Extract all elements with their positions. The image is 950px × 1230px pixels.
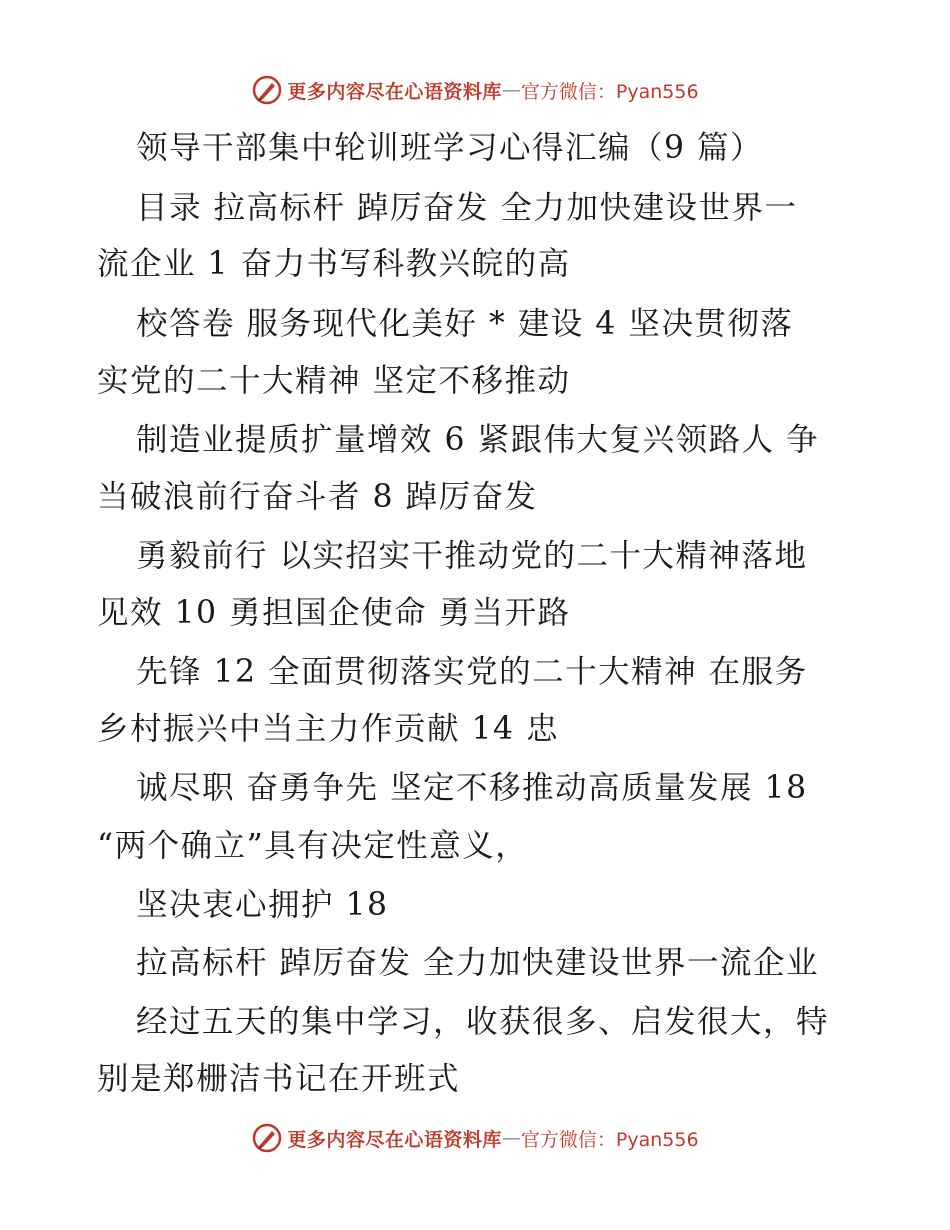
banner-wechat-text: 官方微信：Pyan556: [520, 1128, 699, 1151]
document-title: 领导干部集中轮训班学习心得汇编（9 篇）: [136, 130, 764, 166]
text-line: 目录 拉高标杆 踔厉奋发 全力加快建设世界一: [136, 190, 798, 226]
footer-banner: [0, 1118, 950, 1158]
text-line: 制造业提质扩量增效 6 紧跟伟大复兴领路人 争: [136, 422, 820, 458]
text-line: 实党的二十大精神 坚定不移推动: [97, 363, 571, 399]
banner-wechat-text: 官方微信：Pyan556: [520, 80, 699, 103]
banner-brand-text: 更多内容尽在心语资料库: [287, 80, 502, 103]
section-heading: 拉高标杆 踔厉奋发 全力加快建设世界一流企业: [136, 945, 820, 981]
brush-pen-logo-icon: [251, 74, 283, 106]
text-line: 流企业 1 奋力书写科教兴皖的高: [97, 246, 571, 282]
text-line: 诚尽职 奋勇争先 坚定不移推动高质量发展 18: [136, 770, 808, 806]
brush-pen-logo-icon: [251, 1122, 283, 1154]
text-line: 别是郑栅洁书记在开班式: [97, 1061, 461, 1097]
text-line: 先锋 12 全面贯彻落实党的二十大精神 在服务: [136, 654, 808, 690]
text-line: 坚决衷心拥护 18: [136, 887, 389, 923]
text-line: 乡村振兴中当主力作贡献 14 忠: [97, 711, 560, 747]
text-line: “两个确立”具有决定性意义，: [97, 828, 529, 864]
text-line: 经过五天的集中学习，收获很多、启发很大，特: [136, 1004, 830, 1040]
banner-dash: —: [501, 79, 521, 101]
banner-dash: —: [501, 1127, 521, 1149]
text-line: 勇毅前行 以实招实干推动党的二十大精神落地: [136, 538, 808, 574]
text-line: 当破浪前行奋斗者 8 踔厉奋发: [97, 479, 538, 515]
banner-brand-text: 更多内容尽在心语资料库: [287, 1128, 502, 1151]
text-line: 见效 10 勇担国企使命 勇当开路: [97, 595, 571, 631]
text-line: 校答卷 服务现代化美好 * 建设 4 坚决贯彻落: [136, 306, 794, 342]
header-banner: [0, 70, 950, 110]
